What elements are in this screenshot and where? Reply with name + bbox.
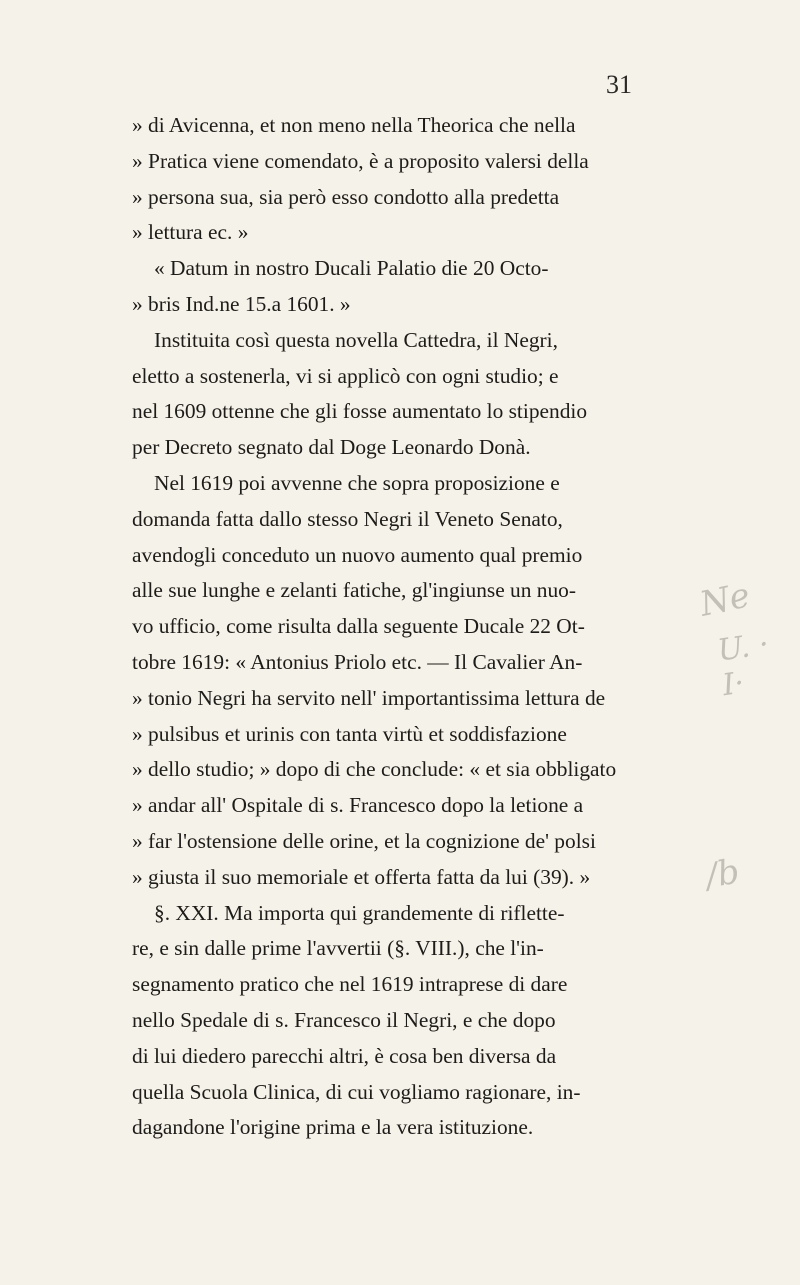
text-line: » andar all' Ospitale di s. Francesco dopo la letione a [132,793,584,818]
text-line: Nel 1619 poi avvenne che sopra proposizione e [154,470,560,495]
text-line: tobre 1619: « Antonius Priolo etc. — Il Cavalier An- [132,649,583,674]
text-line: nello Spedale di s. Francesco il Negri, e che dopo [132,1007,556,1032]
margin-handwriting: Ne [696,575,754,625]
text-line: Instituita così questa novella Cattedra, il Negri, [154,327,558,352]
text-line: » persona sua, sia però esso condotto alla predetta [132,184,560,209]
text-line: segnamento pratico che nel 1619 intraprese di dare [132,972,568,997]
text-line: vo ufficio, come risulta dalla seguente Ducale 22 Ot- [132,614,585,639]
text-line: » bris Ind.ne 15.a 1601. » [132,291,351,316]
text-line: avendogli conceduto un nuovo aumento qual premio [132,542,583,567]
text-line: alle sue lunghe e zelanti fatiche, gl'ingiunse un nuo- [132,578,577,603]
margin-handwriting: /b [702,851,743,897]
page-number: 31 [606,70,632,99]
text-line: per Decreto segnato dal Doge Leonardo Donà. [132,435,531,460]
text-line: di lui diedero parecchi altri, è cosa ben diversa da [132,1043,557,1068]
text-line: » tonio Negri ha servito nell' importantissima lettura de [132,685,606,710]
text-line: §. XXI. Ma importa qui grandemente di riflette- [154,900,565,925]
text-line: » dello studio; » dopo di che conclude: « et sia obbligato [132,757,617,782]
text-line: » Pratica viene comendato, è a proposito valersi della [132,148,589,173]
text-line: » far l'ostensione delle orine, et la cognizione de' polsi [132,828,596,853]
text-line: re, e sin dalle prime l'avvertii (§. VIII.), che l'in- [132,936,544,961]
text-line: » lettura ec. » [132,220,249,245]
text-line: dagandone l'origine prima e la vera istituzione. [132,1115,534,1140]
text-line: domanda fatta dallo stesso Negri il Veneto Senato, [132,506,563,531]
text-line: nel 1609 ottenne che gli fosse aumentato lo stipendio [132,399,588,424]
margin-handwriting: U. · I· [715,626,772,704]
text-line: eletto a sostenerla, vi si applicò con ogni studio; e [132,363,559,388]
text-line: « Datum in nostro Ducali Palatio die 20 Octo- [154,256,549,281]
body-text [132,108,652,1146]
text-line: » pulsibus et urinis con tanta virtù et soddisfazione [132,721,567,746]
text-line: » giusta il suo memoriale et offerta fatta da lui (39). » [132,864,591,889]
text-line: » di Avicenna, et non meno nella Theorica che nella [132,113,576,137]
text-line: quella Scuola Clinica, di cui vogliamo ragionare, in- [132,1079,581,1104]
